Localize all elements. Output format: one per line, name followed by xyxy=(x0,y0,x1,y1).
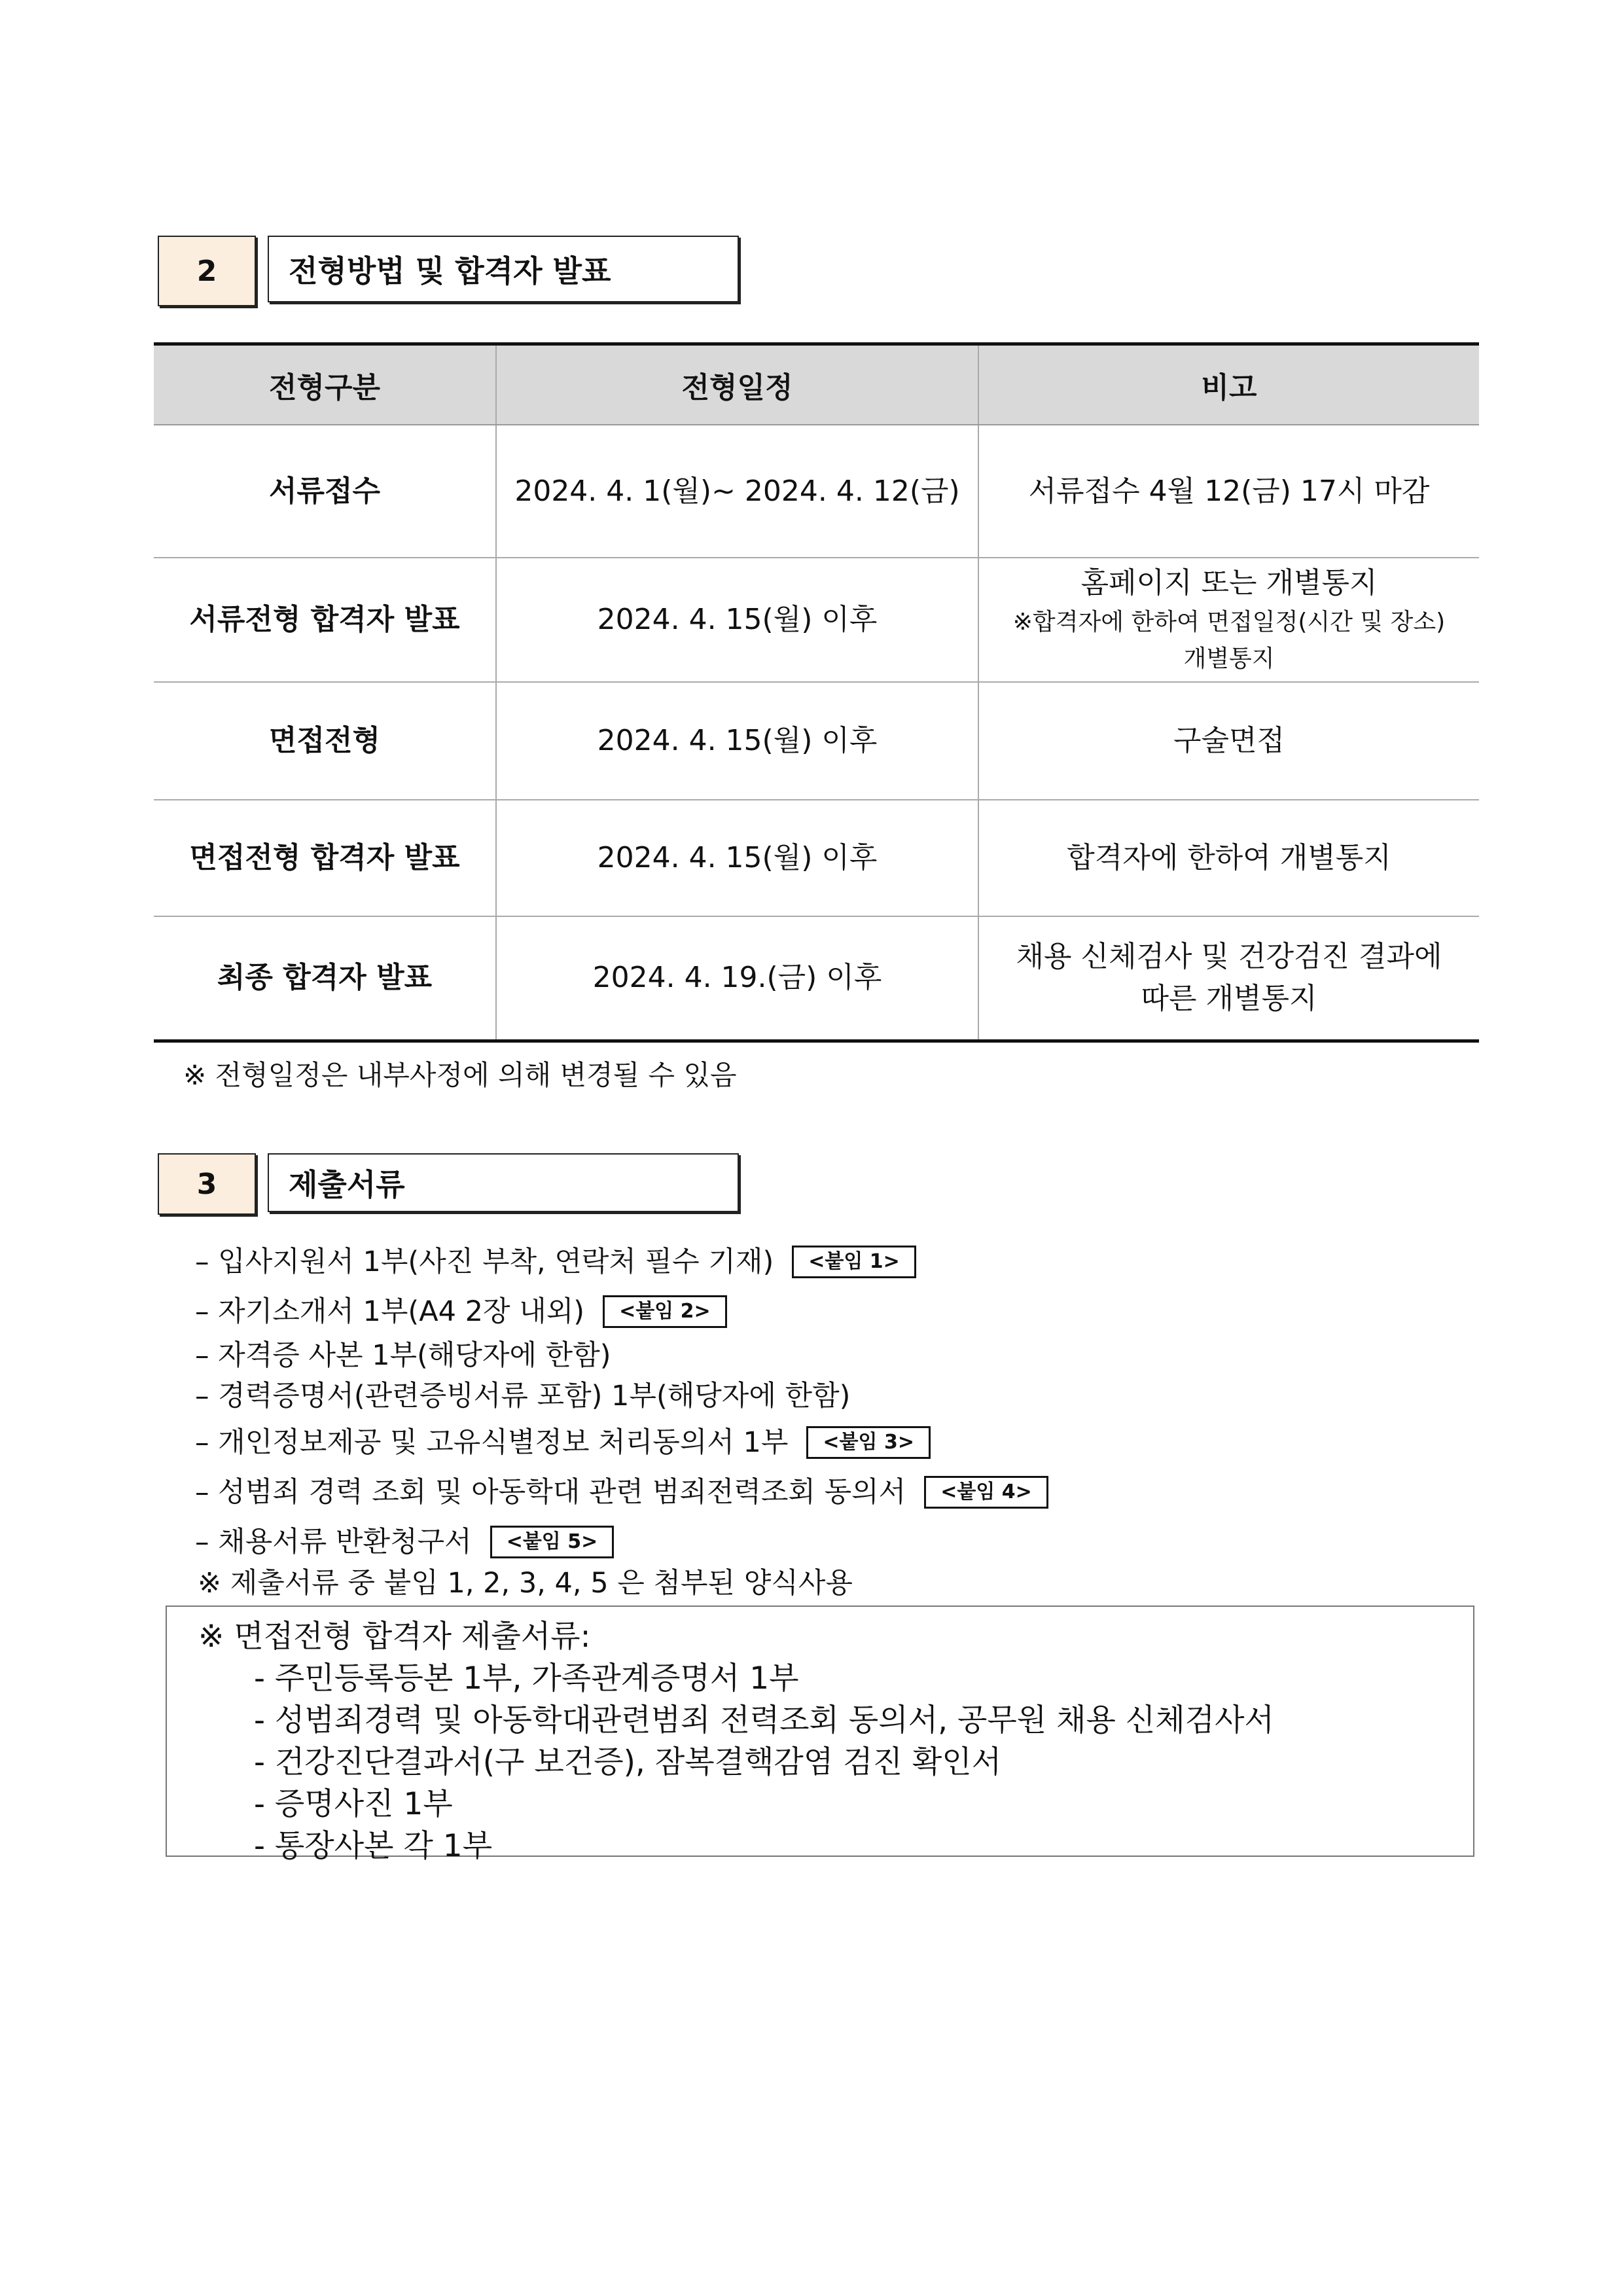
list-item xyxy=(195,1418,1048,1467)
document-text: – 경력증명서(관련증빙서류 포함) 1부(해당자에 한함) xyxy=(195,1380,851,1412)
list-item xyxy=(195,1237,1048,1287)
table-row xyxy=(154,682,1479,800)
schedule-cell: 2024. 4. 15(월) 이후 xyxy=(496,800,978,916)
stage-cell: 최종 합격자 발표 xyxy=(154,916,496,1041)
schedule-table xyxy=(154,342,1479,1043)
document-text: – 자기소개서 1부(A4 2장 내외) xyxy=(195,1295,585,1328)
table-row xyxy=(154,425,1479,558)
header-stage: 전형구분 xyxy=(154,344,496,425)
document-text: – 성범죄 경력 조회 및 아동학대 관련 범죄전력조회 동의서 xyxy=(195,1476,906,1509)
document-text: – 자격증 사본 1부(해당자에 한함) xyxy=(195,1339,611,1372)
table-row xyxy=(154,800,1479,916)
list-item xyxy=(195,1467,1048,1517)
table-header-row xyxy=(154,344,1479,425)
stage-cell: 면접전형 합격자 발표 xyxy=(154,800,496,916)
table-row xyxy=(154,558,1479,682)
section-number: 3 xyxy=(158,1153,256,1215)
attachment-tag: <붙임 1> xyxy=(792,1246,916,1278)
section-number: 2 xyxy=(158,236,256,306)
documents-note: ※ 제출서류 중 붙임 1, 2, 3, 4, 5 은 첨부된 양식사용 xyxy=(198,1567,853,1600)
schedule-cell: 2024. 4. 19.(금) 이후 xyxy=(496,916,978,1041)
remark-detail-2: 개별통지 xyxy=(1183,645,1275,672)
stage-cell: 서류접수 xyxy=(154,425,496,558)
schedule-cell: 2024. 4. 15(월) 이후 xyxy=(496,682,978,800)
section-3-header xyxy=(158,1153,747,1216)
document-text: – 채용서류 반환청구서 xyxy=(195,1526,472,1558)
list-item xyxy=(195,1336,1048,1374)
section-title: 전형방법 및 합격자 발표 xyxy=(268,236,739,302)
stage-cell: 서류전형 합격자 발표 xyxy=(154,558,496,682)
remark-detail: ※합격자에 한하여 면접일정(시간 및 장소) xyxy=(1012,609,1446,636)
remark-cell: 구술면접 xyxy=(978,682,1479,800)
list-item xyxy=(195,1517,1048,1567)
list-item: - 증명사진 1부 xyxy=(254,1786,453,1822)
remark-cell: 서류접수 4월 12(금) 17시 마감 xyxy=(978,425,1479,558)
remark-cell xyxy=(978,558,1479,682)
section-title: 제출서류 xyxy=(268,1153,739,1212)
table-row xyxy=(154,916,1479,1041)
schedule-cell: 2024. 4. 1(월)~ 2024. 4. 12(금) xyxy=(496,425,978,558)
list-item: - 주민등록등본 1부, 가족관계증명서 1부 xyxy=(254,1660,799,1696)
attachment-tag: <붙임 5> xyxy=(490,1526,615,1558)
attachment-tag: <붙임 2> xyxy=(603,1295,727,1328)
interview-documents-box xyxy=(166,1605,1474,1864)
document-text: – 입사지원서 1부(사진 부착, 연락처 필수 기재) xyxy=(195,1246,774,1278)
schedule-cell: 2024. 4. 15(월) 이후 xyxy=(496,558,978,682)
remark-main: 채용 신체검사 및 건강검진 결과에 xyxy=(1016,940,1442,974)
schedule-note: ※ 전형일정은 내부사정에 의해 변경될 수 있음 xyxy=(183,1059,737,1091)
list-item xyxy=(195,1287,1048,1336)
document-text: – 개인정보제공 및 고유식별정보 처리동의서 1부 xyxy=(195,1426,789,1459)
attachment-tag: <붙임 4> xyxy=(924,1476,1048,1509)
interview-box-title: ※ 면접전형 합격자 제출서류: xyxy=(198,1619,591,1655)
list-item: - 건강진단결과서(구 보건증), 잠복결핵감염 검진 확인서 xyxy=(254,1744,1002,1780)
header-schedule: 전형일정 xyxy=(496,344,978,425)
stage-cell: 면접전형 xyxy=(154,682,496,800)
section-2-header xyxy=(158,236,747,308)
remark-cell xyxy=(978,916,1479,1041)
list-item xyxy=(195,1374,1048,1418)
header-remark: 비고 xyxy=(978,344,1479,425)
attachment-tag: <붙임 3> xyxy=(806,1426,931,1459)
remark-detail: 따른 개별통지 xyxy=(1141,982,1317,1016)
documents-list xyxy=(195,1237,1048,1567)
remark-main: 홈페이지 또는 개별통지 xyxy=(1080,566,1378,600)
list-item: - 통장사본 각 1부 xyxy=(254,1828,493,1864)
list-item: - 성범죄경력 및 아동학대관련범죄 전력조회 동의서, 공무원 채용 신체검사서 xyxy=(254,1702,1274,1738)
remark-cell: 합격자에 한하여 개별통지 xyxy=(978,800,1479,916)
